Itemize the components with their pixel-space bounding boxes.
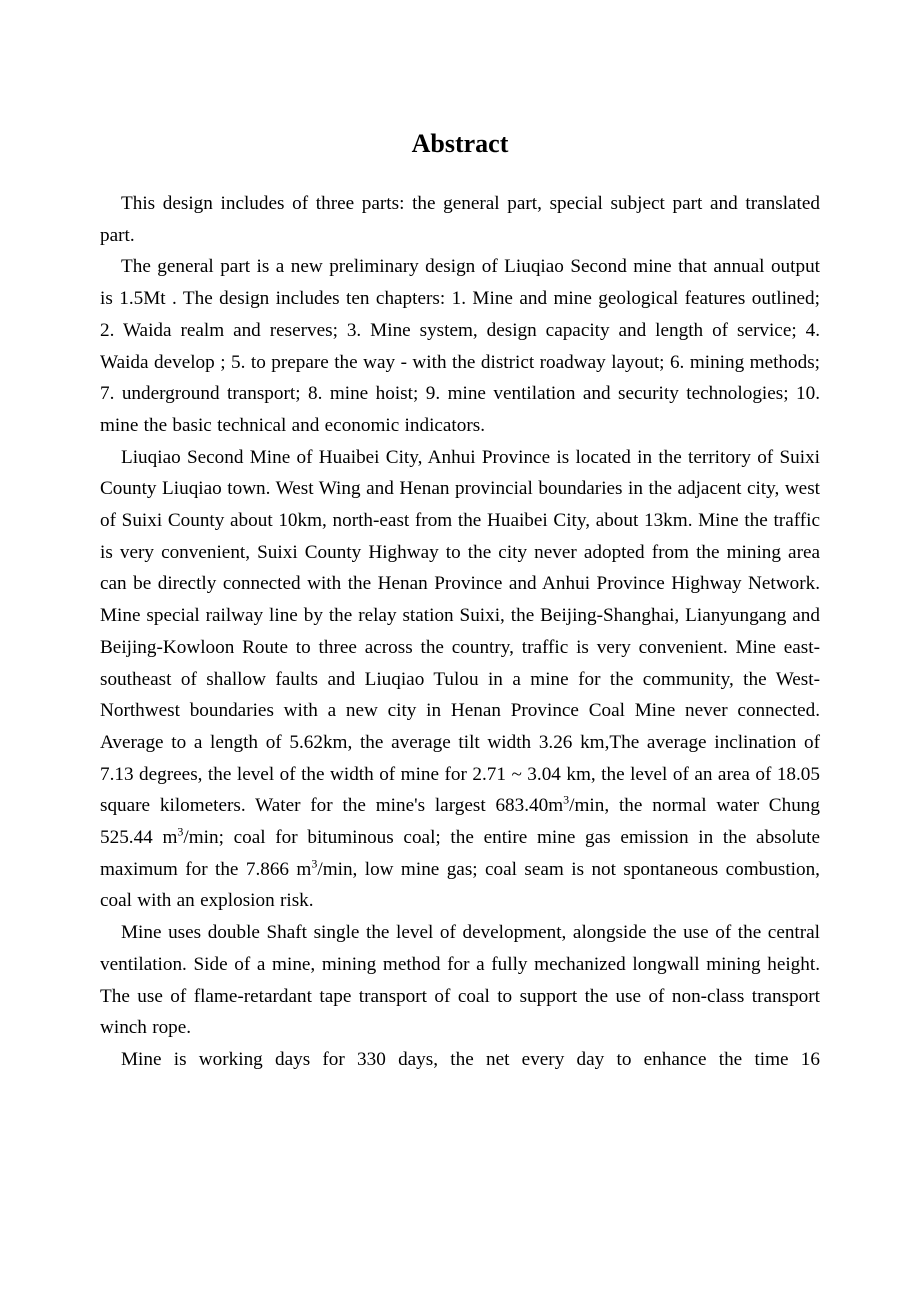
abstract-body <box>100 188 820 1076</box>
paragraph-text: /min; coal for bituminous coal; the entire mine gas emission in the absolute maximum for the 7.866 m <box>100 827 820 880</box>
paragraph-general-part: The general part is a new preliminary design of Liuqiao Second mine that annual output is 1.5Mt . The design includes ten chapters: 1. Mine and mine geological features outlined; 2. Waida realm and reserves; 3. Mine system, design capacity and length of service; 4. Waida develop ; 5. to prepare the way - with the district roadway layout; 6. mining methods; 7. underground transport; 8. mine hoist; 9. mine ventilation and security technologies; 10. mine the basic technical and economic indicators. <box>100 256 820 436</box>
paragraph-text: /min, low mine gas; coal seam is not spontaneous combustion, coal with an explosion risk. <box>100 858 820 912</box>
paragraph-mine-location <box>100 442 820 918</box>
paragraph-text: Liuqiao Second Mine of Huaibei City, Anhui Province is located in the territory of Suixi County Liuqiao town. West Wing and Henan provincial boundaries in the adjacent city, west of Suixi County about 10km, north-east from the Huaibei City, about 13km. Mine the traffic is very convenient, Suixi County Highway to the city never adopted from the mining area can be directly connected with the Henan Province and Anhui Province Highway Network. Mine special railway line by the relay station Suixi, the Beijing-Shanghai, Lianyungang and Beijing-Kowloon Route to three across the country, traffic is very convenient. Mine east-southeast of shallow faults and Liuqiao Tulou in a mine for the community, the West-Northwest boundaries with a new city in Henan Province Coal Mine never connected. Average to a length of 5.62km, the average tilt width 3.26 km,The average inclination of 7.13 degrees, the level of the width of mine for 2.71 ~ 3.04 km, the level of an area of 18.05 square kilometers. Water for the mine's largest 683.40m <box>100 446 820 817</box>
paragraph-overview: This design includes of three parts: the general part, special subject part and translated part. <box>100 193 820 246</box>
superscript: 3 <box>563 792 570 807</box>
paragraph-working-days: Mine is working days for 330 days, the net every day to enhance the time 16 <box>121 1048 820 1070</box>
document-title: Abstract <box>411 129 509 158</box>
paragraph-development: Mine uses double Shaft single the level of development, alongside the use of the central ventilation. Side of a mine, mining method for a fully mechanized longwall mining height. The use of flame-retardant tape transport of coal to support the use of non-class transport winch rope. <box>100 922 820 1039</box>
paragraph-text: /min, the normal water Chung 525.44 m <box>100 795 820 849</box>
superscript: 3 <box>311 856 318 871</box>
superscript: 3 <box>177 824 184 839</box>
document-page <box>100 0 820 1076</box>
